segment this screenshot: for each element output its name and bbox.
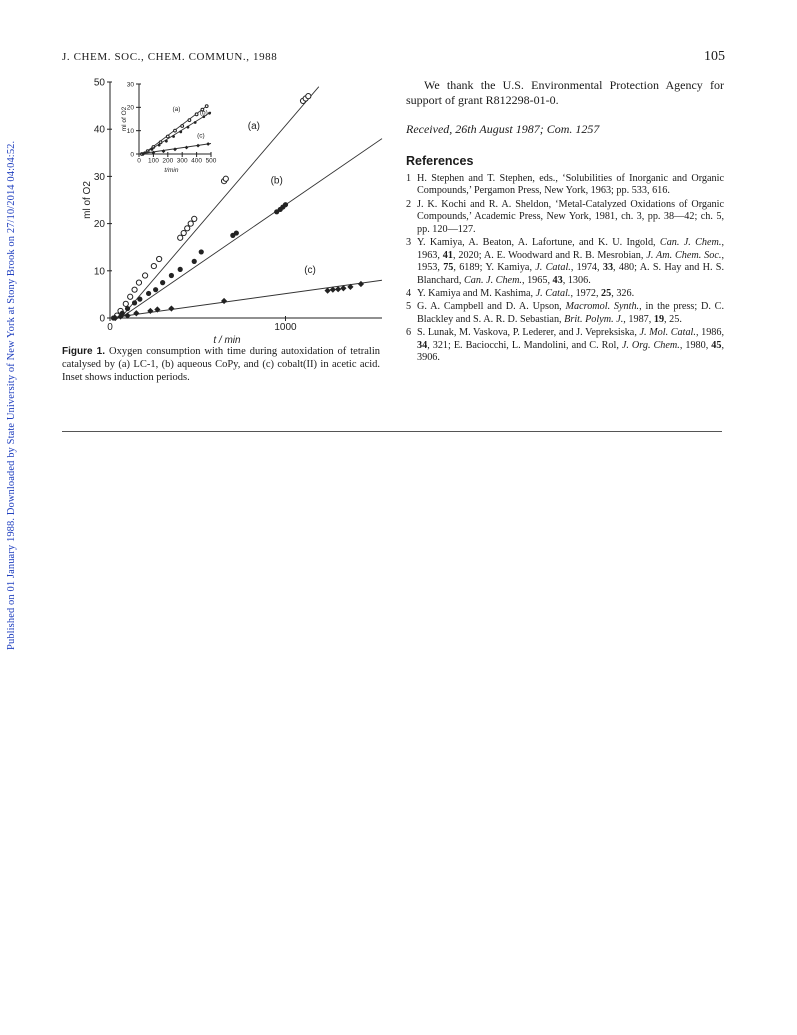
inset-point-diamond — [196, 144, 200, 148]
inset-point-diamond — [173, 147, 177, 151]
inset-y-tick-label: 30 — [126, 81, 134, 89]
main-point-filled-circle — [283, 202, 288, 207]
reference-list — [406, 173, 724, 365]
reference-item — [406, 173, 724, 198]
inset-point-filled-circle — [172, 135, 175, 138]
inset-point-filled-circle — [194, 121, 197, 124]
right-column — [406, 78, 724, 366]
main-series-label: (b) — [270, 175, 283, 187]
inset-series-label: (c) — [197, 132, 205, 140]
inset-point-filled-circle — [165, 140, 168, 143]
inset-x-tick-label: 100 — [147, 157, 159, 165]
main-point-filled-circle — [153, 287, 158, 292]
main-point-open-circle — [223, 176, 228, 181]
inset-series-label: (b) — [199, 109, 208, 117]
main-point-open-circle — [128, 294, 133, 299]
inset-y-axis-label: ml of O2 — [121, 106, 128, 132]
main-point-filled-circle — [192, 259, 197, 264]
inset-point-diamond — [185, 146, 189, 150]
download-notice-text: Published on 01 January 1988. Downloaded by State University of New York at Stony Brook on 27/10/2014 04:04:52. — [6, 140, 17, 650]
inset-x-tick-label: 0 — [137, 157, 141, 165]
main-point-open-circle — [132, 287, 137, 292]
main-point-filled-circle — [146, 291, 151, 296]
inset-point-filled-circle — [158, 144, 161, 147]
main-point-open-circle — [192, 216, 197, 221]
caption-text: Oxygen consumption with time during autoxidation of tetralin catalysed by (a) LC-1, (b) aqueous CoPy, and (c) cobalt(II) in acetic acid. Inset shows induction periods. — [62, 346, 380, 383]
main-y-tick-label: 40 — [93, 124, 105, 136]
inset-series-label: (a) — [172, 105, 181, 113]
main-x-axis-label: t / min — [213, 335, 241, 346]
main-point-open-circle — [306, 94, 311, 99]
main-point-filled-circle — [137, 297, 142, 302]
inset-point-open-circle — [166, 135, 169, 138]
main-y-tick-label: 30 — [93, 171, 105, 183]
main-point-open-circle — [185, 226, 190, 231]
main-point-open-circle — [188, 221, 193, 226]
reference-number: 1 — [406, 173, 412, 184]
main-point-filled-circle — [132, 300, 137, 305]
inset-point-filled-circle — [179, 130, 182, 133]
running-head: J. CHEM. SOC., CHEM. COMMUN., 1988 — [62, 51, 278, 63]
main-y-tick-label: 0 — [99, 313, 105, 325]
main-point-open-circle — [151, 263, 156, 268]
inset-point-open-circle — [195, 113, 198, 116]
main-point-filled-circle — [178, 267, 183, 272]
inset-point-filled-circle — [151, 148, 154, 151]
reference-number: 3 — [406, 237, 412, 249]
main-y-tick-label: 50 — [93, 77, 105, 89]
reference-number: 5 — [406, 301, 412, 313]
reference-text: J. K. Kochi and R. A. Sheldon, ‘Metal-Catalyzed Oxidations of Organic Compounds,’ Academic Press, New York, 1981, ch. 3, pp. 38—42; ch. 5, pp. 120—127. — [417, 198, 724, 235]
inset-panel — [121, 81, 217, 174]
main-series-label: (c) — [304, 265, 316, 277]
main-point-open-circle — [157, 256, 162, 261]
inset-point-filled-circle — [187, 126, 190, 129]
figure-1 — [80, 72, 380, 346]
figure-caption — [62, 346, 380, 384]
inset-point-open-circle — [181, 125, 184, 128]
inset-y-tick-label: 20 — [126, 104, 134, 112]
main-point-filled-circle — [160, 280, 165, 285]
reference-item — [406, 327, 724, 364]
inset-point-open-circle — [205, 105, 208, 108]
reference-number: 6 — [406, 327, 412, 339]
section-rule — [62, 431, 722, 432]
main-point-diamond — [221, 298, 227, 304]
inset-point-open-circle — [174, 129, 177, 132]
reference-text: S. Lunak, M. Vaskova, P. Lederer, and J. Vepreksiska, J. Mol. Catal., 1986, 34, 321; E. Baciocchi, L. Mandolini, and C. Rol, J. Org. Chem., 1980, 45, 3906. — [417, 327, 725, 364]
inset-y-tick-label: 10 — [126, 127, 134, 135]
main-point-open-circle — [136, 280, 141, 285]
reference-text: G. A. Campbell and D. A. Upson, Macromol. Synth., in the press; D. C. Blackley and S. A. R. D. Sebastian, Brit. Polym. J., 1987, 19, 25. — [417, 301, 725, 325]
reference-item — [406, 288, 724, 300]
received-line: Received, 26th August 1987; Com. 1257 — [406, 122, 600, 136]
inset-y-tick-label: 0 — [130, 151, 134, 159]
inset-point-filled-circle — [208, 112, 211, 115]
main-point-filled-circle — [234, 230, 239, 235]
figure-chart — [80, 72, 380, 346]
reference-item — [406, 237, 724, 287]
main-point-diamond — [133, 310, 139, 316]
references-heading: References — [406, 154, 474, 168]
main-x-tick-label: 0 — [107, 322, 113, 333]
page-number: 105 — [704, 49, 725, 64]
download-notice — [4, 140, 18, 650]
main-x-tick-label: 1000 — [274, 322, 297, 333]
inset-point-open-circle — [188, 119, 191, 122]
main-series-label: (a) — [247, 121, 261, 133]
caption-label: Figure 1. — [62, 346, 106, 357]
inset-point-diamond — [206, 142, 210, 146]
main-point-filled-circle — [125, 306, 130, 311]
reference-item — [406, 301, 724, 326]
inset-x-tick-label: 200 — [162, 157, 174, 165]
main-y-tick-label: 20 — [93, 219, 105, 231]
main-point-open-circle — [123, 301, 128, 306]
reference-number: 2 — [406, 198, 412, 210]
inset-x-tick-label: 400 — [191, 157, 203, 165]
reference-number: 4 — [406, 287, 412, 299]
main-y-axis-label: ml of O2 — [82, 181, 93, 219]
reference-text: H. Stephen and T. Stephen, eds., ‘Solubilities of Inorganic and Organic Compounds,’ Pergamon Press, New York, 1963; pp. 533, 616. — [417, 173, 724, 197]
main-point-filled-circle — [199, 249, 204, 254]
reference-text: Y. Kamiya, A. Beaton, A. Lafortune, and K. U. Ingold, Can. J. Chem., 1963, 41, 2020; A. E. Woodward and R. B. Mesrobian, J. Am. Chem. Soc., 1953, 75, 6189; Y. Kamiya, J. Catal., 1974, 33, 480; A. S. Hay and H. S. Blanchard, Can. J. Chem., 1965, 43, 1306. — [417, 237, 725, 286]
main-point-diamond — [168, 305, 174, 311]
main-point-open-circle — [178, 235, 183, 240]
main-point-open-circle — [142, 273, 147, 278]
reference-text: Y. Kamiya and M. Kashima, J. Catal., 1972, 25, 326. — [417, 287, 635, 299]
inset-x-tick-label: 300 — [176, 157, 188, 165]
main-y-tick-label: 10 — [93, 266, 105, 278]
acknowledgement: We thank the U.S. Environmental Protection Agency for support of grant R812298-01-0. — [406, 78, 724, 107]
main-point-diamond — [358, 281, 364, 287]
inset-x-axis-label: t/min — [164, 167, 179, 174]
main-point-filled-circle — [169, 273, 174, 278]
inset-x-tick-label: 500 — [205, 157, 217, 165]
main-point-open-circle — [181, 230, 186, 235]
reference-item — [406, 199, 724, 236]
